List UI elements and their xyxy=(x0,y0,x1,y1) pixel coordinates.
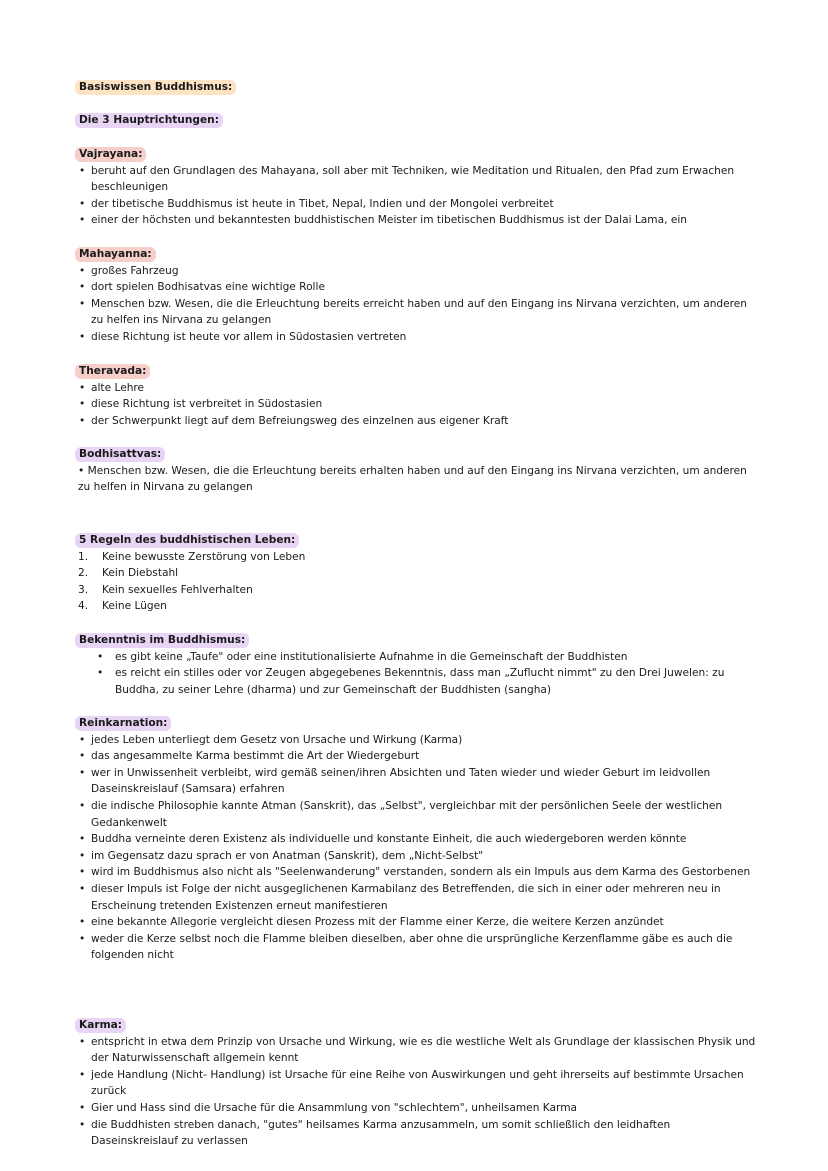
bodhisattvas-text: • Menschen bzw. Wesen, die die Erleuchtung bereits erhalten haben und auf den Eingang ins Nirvana verzichten, um anderen zu helfen in Nirvana zu gelangen xyxy=(78,464,747,494)
list-item: • Buddha verneinte deren Existenz als individuelle und konstante Einheit, die auch wiedergeboren werden könnte xyxy=(78,831,758,848)
list-item: • jedes Leben unterliegt dem Gesetz von Ursache und Wirkung (Karma) xyxy=(78,732,758,749)
section-bekenntnis xyxy=(78,632,758,698)
rule-text: Keine Lügen xyxy=(102,600,167,613)
list-item: • diese Richtung ist verbreitet in Südostasien xyxy=(78,396,758,413)
heading-karma: Karma: xyxy=(75,1018,126,1033)
list-item: • wer in Unwissenheit verbleibt, wird gemäß seinen/ihren Absichten und Taten wieder und wieder Geburt im leidvollen Daseinskreislauf (Samsara) erfahren xyxy=(78,765,758,798)
section-vajrayana xyxy=(78,146,758,229)
section-karma xyxy=(78,1017,758,1150)
list-item: • weder die Kerze selbst noch die Flamme bleiben dieselben, aber ohne die ursprüngliche Kerzenflamme gäbe es auch die folgenden nicht xyxy=(78,931,758,964)
list-item: • entspricht in etwa dem Prinzip von Ursache und Wirkung, wie es die westliche Welt als Grundlage der klassischen Physik und der Naturwissenschaft allgemein kennt xyxy=(78,1034,758,1067)
section-reinkarnation xyxy=(78,715,758,964)
list-item: • Menschen bzw. Wesen, die die Erleuchtung bereits erreicht haben und auf den Eingang ins Nirvana verzichten, um anderen zu helfen ins Nirvana zu gelangen xyxy=(78,296,758,329)
list-item: • das angesammelte Karma bestimmt die Art der Wiedergeburt xyxy=(78,748,758,765)
rule-number: 2. xyxy=(78,567,89,580)
rule-item xyxy=(78,565,758,582)
list-item: • eine bekannte Allegorie vergleicht diesen Prozess mit der Flamme einer Kerze, die weitere Kerzen anzündet xyxy=(78,914,758,931)
rule-number: 3. xyxy=(78,583,89,596)
section-rules xyxy=(78,532,758,615)
list-item: • beruht auf den Grundlagen des Mahayana, soll aber mit Techniken, wie Meditation und Ritualen, den Pfad zum Erwachen beschleunigen xyxy=(78,163,758,196)
heading-mahayana: Mahayanna: xyxy=(75,247,156,262)
list-item: • einer der höchsten und bekanntesten buddhistischen Meister im tibetischen Buddhismus ist der Dalai Lama, ein xyxy=(78,212,758,229)
subtitle-hauptrichtungen: Die 3 Hauptrichtungen: xyxy=(75,113,223,128)
rule-number: 1. xyxy=(78,550,89,563)
heading-vajrayana: Vajrayana: xyxy=(75,147,146,162)
subtitle-block xyxy=(78,112,758,129)
list-item: • Gier und Hass sind die Ursache für die Ansammlung von "schlechtem", unheilsamen Karma xyxy=(78,1100,758,1117)
list-item: • dieser Impuls ist Folge der nicht ausgeglichenen Karmabilanz des Betreffenden, die sich in einer oder mehreren neu in Erscheinung tretenden Existenzen erneut manifestieren xyxy=(78,881,758,914)
list-item: • die indische Philosophie kannte Atman (Sanskrit), das „Selbst", vergleichbar mit der persönlichen Seele der westlichen Gedankenwelt xyxy=(78,798,758,831)
document-title-block xyxy=(78,79,758,96)
heading-rules: 5 Regeln des buddhistischen Leben: xyxy=(75,533,299,548)
list-item: • jede Handlung (Nicht- Handlung) ist Ursache für eine Reihe von Auswirkungen und geht ihrerseits auf bestimmte Ursachen zurück xyxy=(78,1067,758,1100)
heading-bekenntnis: Bekenntnis im Buddhismus: xyxy=(75,633,249,648)
section-mahayana xyxy=(78,246,758,346)
rule-number: 4. xyxy=(78,600,89,613)
list-item: • der Schwerpunkt liegt auf dem Befreiungsweg des einzelnen aus eigener Kraft xyxy=(78,413,758,430)
list-item: • dort spielen Bodhisatvas eine wichtige Rolle xyxy=(78,279,758,296)
rule-text: Kein Diebstahl xyxy=(102,567,179,580)
rule-item xyxy=(78,582,758,599)
list-item: • großes Fahrzeug xyxy=(78,263,758,280)
list-item: • im Gegensatz dazu sprach er von Anatman (Sanskrit), dem „Nicht-Selbst" xyxy=(78,848,758,865)
list-item: • wird im Buddhismus also nicht als "Seelenwanderung" verstanden, sondern als ein Impuls aus dem Karma des Gestorbenen xyxy=(78,864,758,881)
list-item: • es gibt keine „Taufe" oder eine institutionalisierte Aufnahme in die Gemeinschaft der Buddhisten xyxy=(78,649,758,666)
section-theravada xyxy=(78,363,758,429)
heading-bodhisattvas: Bodhisattvas: xyxy=(75,447,165,462)
heading-theravada: Theravada: xyxy=(75,364,150,379)
heading-reinkarnation: Reinkarnation: xyxy=(75,716,171,731)
rule-text: Kein sexuelles Fehlverhalten xyxy=(102,583,253,596)
list-item: • alte Lehre xyxy=(78,380,758,397)
list-item: • es reicht ein stilles oder vor Zeugen abgegebenes Bekenntnis, dass man „Zuflucht nimmt" zu den Drei Juwelen: zu Buddha, zu seiner Lehre (dharma) und zur Gemeinschaft der Buddhisten (sangha) xyxy=(78,665,758,698)
rule-item xyxy=(78,598,758,615)
list-item: • die Buddhisten streben danach, "gutes" heilsames Karma anzusammeln, um somit schließlich den leidhaften Daseinskreislauf zu verlassen xyxy=(78,1117,758,1150)
document-title: Basiswissen Buddhismus: xyxy=(75,80,236,95)
rule-item xyxy=(78,549,758,566)
list-item: • diese Richtung ist heute vor allem in Südostasien vertreten xyxy=(78,329,758,346)
rule-text: Keine bewusste Zerstörung von Leben xyxy=(102,550,306,563)
list-item: • der tibetische Buddhismus ist heute in Tibet, Nepal, Indien und der Mongolei verbreitet xyxy=(78,196,758,213)
section-bodhisattvas xyxy=(78,446,758,496)
